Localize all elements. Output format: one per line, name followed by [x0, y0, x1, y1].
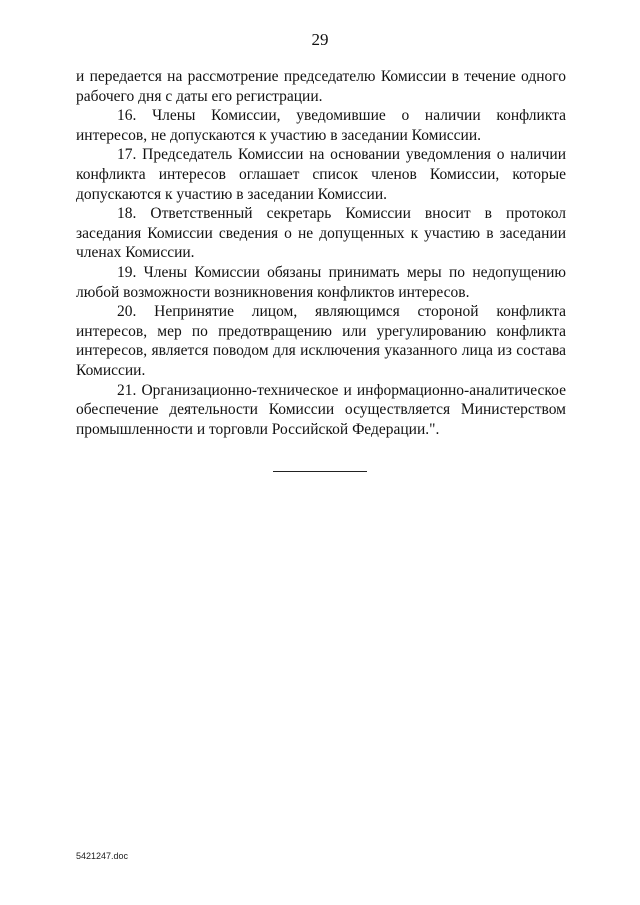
- paragraph-item-20: 20. Непринятие лицом, являющимся стороной конфликта интересов, мер по предотвращению или урегулированию конфликта интересов, является поводом для исключения указанного лица из состава Комиссии.: [76, 303, 566, 379]
- footer-filename: 5421247.doc: [76, 851, 129, 861]
- paragraph-item-19: 19. Члены Комиссии обязаны принимать меры по недопущению любой возможности возникновения конфликтов интересов.: [76, 263, 566, 301]
- paragraph-continuation: и передается на рассмотрение председателю Комиссии в течение одного рабочего дня с даты его регистрации.: [76, 68, 566, 105]
- paragraph-item-17: 17. Председатель Комиссии на основании уведомления о наличии конфликта интересов оглашает список членов Комиссии, которые допускаются к участию в заседании Комиссии.: [76, 146, 566, 203]
- document-body: [76, 67, 566, 439]
- paragraph-item-18: 18. Ответственный секретарь Комиссии вносит в протокол заседания Комиссии сведения о не допущенных к участию в заседании членах Комиссии.: [76, 205, 566, 262]
- end-divider: [273, 471, 367, 472]
- paragraph-item-21: 21. Организационно-техническое и информационно-аналитическое обеспечение деятельности Комиссии осуществляется Министерством промышленности и торговли Российской Федерации.".: [76, 381, 566, 438]
- page-number: 29: [311, 30, 329, 49]
- paragraph-item-16: 16. Члены Комиссии, уведомившие о наличии конфликта интересов, не допускаются к участию в заседании Комиссии.: [76, 107, 566, 144]
